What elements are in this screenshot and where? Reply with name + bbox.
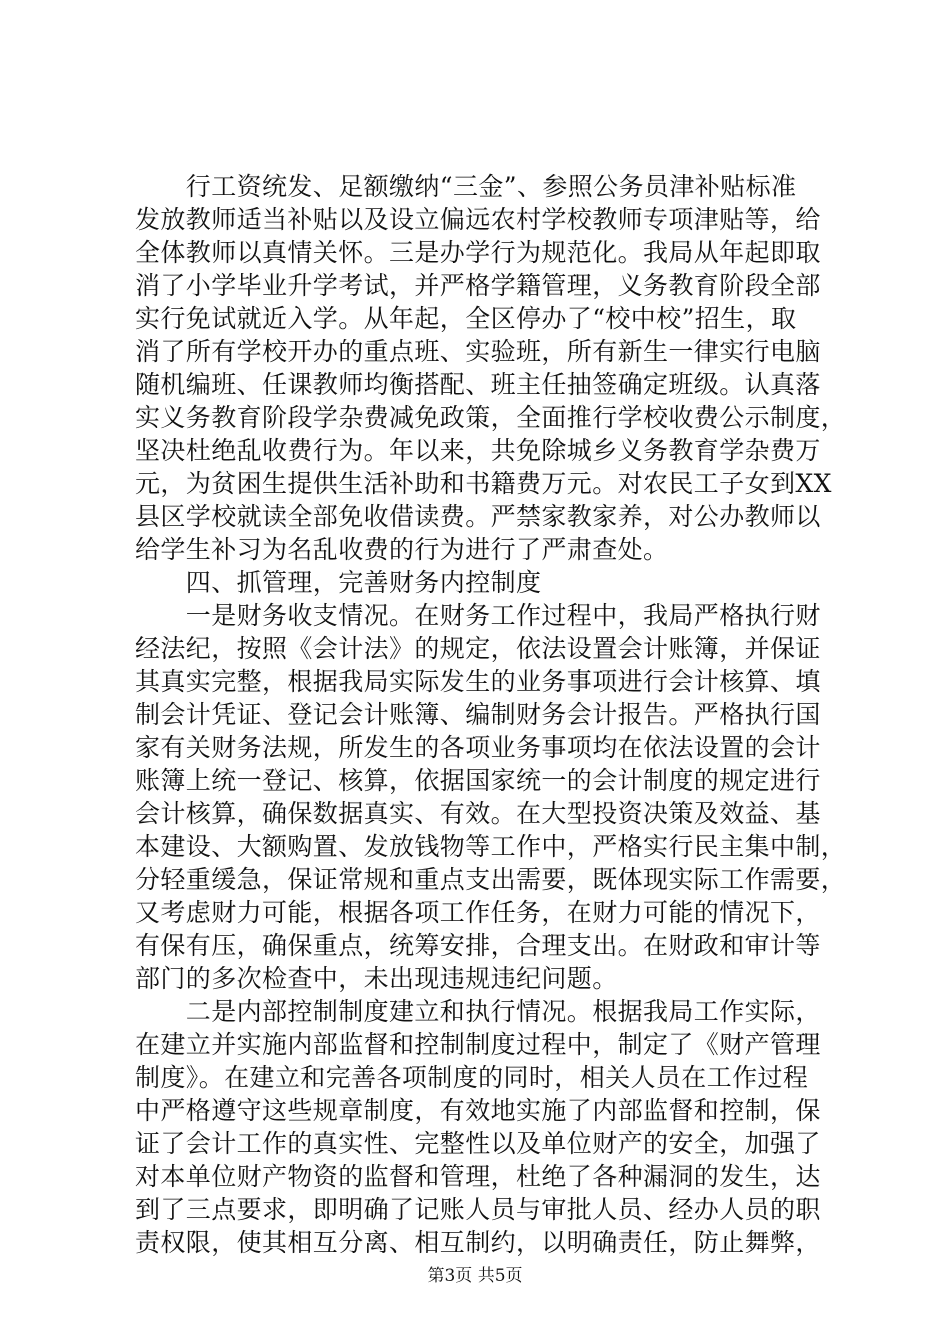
text-line: 全体教师以真情关怀。三是办学行为规范化。我局从年起即取	[135, 238, 821, 267]
text-line: 一是财务收支情况。在财务工作过程中，我局严格执行财	[135, 601, 821, 630]
text-line: 部门的多次检查中，未出现违规违纪问题。	[135, 964, 618, 993]
text-line: 二是内部控制制度建立和执行情况。根据我局工作实际，	[135, 997, 821, 1026]
text-line: 行工资统发、足额缴纳“三金”、参照公务员津补贴标准	[135, 172, 797, 201]
text-line: 会计核算，确保数据真实、有效。在大型投资决策及效益、基	[135, 799, 821, 828]
text-line: 消了小学毕业升学考试，并严格学籍管理，义务教育阶段全部	[135, 271, 821, 300]
section-heading: 四、抓管理，完善财务内控制度	[135, 568, 542, 597]
body-text	[135, 170, 865, 1259]
text-line: 在建立并实施内部监督和控制制度过程中，制定了《财产管理	[135, 1030, 821, 1059]
page-number: 第3页 共5页	[427, 1266, 523, 1286]
text-line: 对本单位财产物资的监督和管理，杜绝了各种漏洞的发生，达	[135, 1162, 821, 1191]
text-line: 有保有压，确保重点，统筹安排，合理支出。在财政和审计等	[135, 931, 821, 960]
text-line: 实行免试就近入学。从年起，全区停办了“校中校”招生，取	[135, 304, 797, 333]
text-line: 其真实完整，根据我局实际发生的业务事项进行会计核算、填	[135, 667, 821, 696]
text-line: 分轻重缓急，保证常规和重点支出需要，既体现实际工作需要，	[135, 865, 847, 894]
text-line: 责权限，使其相互分离、相互制约，以明确责任，防止舞弊，	[135, 1228, 821, 1257]
text-line: 发放教师适当补贴以及设立偏远农村学校教师专项津贴等，给	[135, 205, 821, 234]
text-line: 制度》。在建立和完善各项制度的同时，相关人员在工作过程	[135, 1063, 809, 1092]
text-line: 本建设、大额购置、发放钱物等工作中，严格实行民主集中制，	[135, 832, 847, 861]
text-line: 坚决杜绝乱收费行为。年以来，共免除城乡义务教育学杂费万	[135, 436, 821, 465]
text-line: 到了三点要求，即明确了记账人员与审批人员、经办人员的职	[135, 1195, 821, 1224]
text-line: 家有关财务法规，所发生的各项业务事项均在依法设置的会计	[135, 733, 821, 762]
text-line: 证了会计工作的真实性、完整性以及单位财产的安全，加强了	[135, 1129, 821, 1158]
text-line: 经法纪，按照《会计法》的规定，依法设置会计账簿，并保证	[135, 634, 821, 663]
text-line: 消了所有学校开办的重点班、实验班，所有新生一律实行电脑	[135, 337, 821, 366]
text-line: 制会计凭证、登记会计账簿、编制财务会计报告。严格执行国	[135, 700, 821, 729]
text-line: 随机编班、任课教师均衡搭配、班主任抽签确定班级。认真落	[135, 370, 821, 399]
text-line: 账簿上统一登记、核算，依据国家统一的会计制度的规定进行	[135, 766, 821, 795]
page-footer	[0, 1266, 950, 1286]
text-line: 元，为贫困生提供生活补助和书籍费万元。对农民工子女到XX	[135, 469, 832, 498]
text-line: 实义务教育阶段学杂费减免政策，全面推行学校收费公示制度，	[135, 403, 847, 432]
text-line: 又考虑财力可能，根据各项工作任务，在财力可能的情况下，	[135, 898, 821, 927]
text-line: 县区学校就读全部免收借读费。严禁家教家养，对公办教师以	[135, 502, 821, 531]
text-line: 给学生补习为名乱收费的行为进行了严肃查处。	[135, 535, 669, 564]
text-line: 中严格遵守这些规章制度，有效地实施了内部监督和控制，保	[135, 1096, 821, 1125]
